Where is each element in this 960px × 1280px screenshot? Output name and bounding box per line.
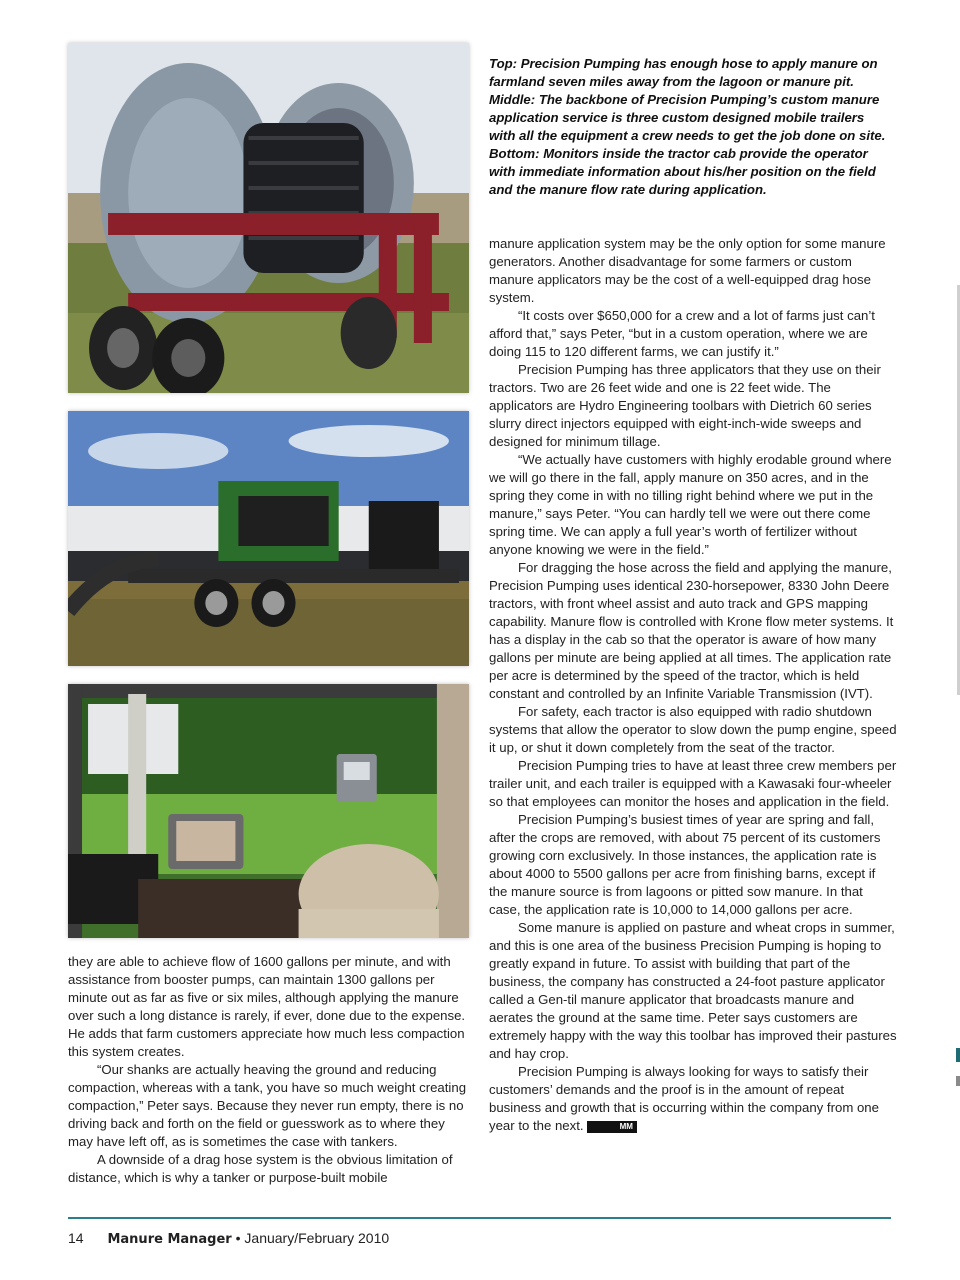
body-paragraph: Precision Pumping’s busiest times of year are spring and fall, after the crops are removed, with about 75 percent of its customers growing corn exclusively. In those instances, the application rate is about 4000 to 5500 gallons per acre from finishing barns, except if the manure source is from lagoons or pitted sow manure. In that case, the application rate is 10,000 to 14,000 gallons per acre. [489,812,881,917]
page-edge-mark [956,1076,960,1086]
body-paragraph: they are able to achieve flow of 1600 gallons per minute, and with assistance from booster pumps, can maintain 1300 gallons per minute out as far as five or six miles, although applying the manure over such a long distance is rarely, if ever, done due to the expense. He adds that farm customers appreciate how much less compaction this system creates. [68,954,466,1059]
body-paragraph: A downside of a drag hose system is the obvious limitation of distance, which is why a tanker or purpose-built mobile [68,1152,453,1185]
footer-separator: • [235,1230,241,1246]
body-paragraph: “Our shanks are actually heaving the ground and reducing compaction, whereas with a tank, you have so much weight creating compaction,” Peter says. Because they never run empty, there is no driving back and forth on the field or guesswork as to where they may have left off, as is sometimes the case with tankers. [68,1062,467,1149]
right-text-column [489,235,897,1135]
page-number: 14 [68,1230,84,1246]
hose-reel-trailer-photo [68,43,469,393]
magazine-name: Manure Manager [107,1232,232,1247]
page-edge-mark [956,1048,960,1062]
body-paragraph: “It costs over $650,000 for a crew and a lot of farms just can’t afford that,” says Peter, “but in a custom operation, where we are doing 115 to 120 different farms, we can justify it.” [489,308,875,359]
photo-caption: Top: Precision Pumping has enough hose to apply manure on farmland seven miles away from the lagoon or manure pit. Middle: The backbone of Precision Pumping’s custom manure application service is three custom designed mobile trailers with all the equipment a crew needs to get the job done on site. Bottom: Monitors inside the tractor cab provide the operator with immediate information about his/her position on the field and the manure flow rate during application. [489,56,886,197]
pump-trailer-photo [68,411,469,666]
body-paragraph: Precision Pumping tries to have at least three crew members per trailer unit, and each trailer is equipped with a Kawasaki four-wheeler so that employees can monitor the hoses and application in the field. [489,758,897,809]
body-paragraph: “We actually have customers with highly erodable ground where we will go there in the fall, apply manure on 350 acres, and in the spring they come in with no tilling right behind where we put in the manure,” says Peter. “You can hardly tell we were out there come spring time. We can apply a full year’s worth of fertilizer without anyone knowing we were in the field.” [489,452,892,557]
tractor-cab-monitors-photo [68,684,469,938]
left-text-column [68,953,473,1187]
page-footer [68,1230,389,1247]
body-paragraph: manure application system may be the only option for some manure generators. Another disadvantage for some farmers or custom manure applicators may be the cost of a well-equipped drag hose system. [489,236,886,305]
body-paragraph: For dragging the hose across the field and applying the manure, Precision Pumping uses identical 230-horsepower, 8330 John Deere tractors, with front wheel assist and auto track and GPS mapping capability. Manure flow is controlled with Krone flow meter systems. It has a display in the cab so that the operator is aware of how many gallons per minute are being applied at all times. The application rate per acre is determined by the speed of the tractor, which is held constant and controlled by an Infinite Variable Transmission (IVT). [489,560,894,701]
footer-rule [68,1217,891,1219]
last-paragraph-text: Precision Pumping is always looking for ways to satisfy their customers’ demands and the proof is in the amount of repeat business and growth that is occurring within the company from one year to the next. [489,1064,879,1133]
end-of-article-mark: MM [587,1121,637,1133]
body-paragraph: Some manure is applied on pasture and wheat crops in summer, and this is one area of the business Precision Pumping is hoping to greatly expand in future. To assist with building that part of the business, the company has constructed a 24-foot pasture applicator called a Gen-til manure applicator that broadcasts manure and aerates the ground at the same time. Peter says customers are extremely happy with the way this toolbar has improved their pastures and hay crop. [489,920,897,1061]
body-paragraph: For safety, each tractor is also equipped with radio shutdown systems that allow the operator to slow down the pump engine, speed it up, or shut it down completely from the seat of the tractor. [489,704,897,755]
issue-date: January/February 2010 [244,1230,390,1246]
body-paragraph: Precision Pumping has three applicators that they use on their tractors. Two are 26 feet wide and one is 22 feet wide. The applicators are Hydro Engineering toolbars with Dietrich 60 series slurry direct injectors equipped with eight-inch-wide sweeps and designed for minimum tillage. [489,362,881,449]
body-paragraph-last [489,1063,897,1135]
